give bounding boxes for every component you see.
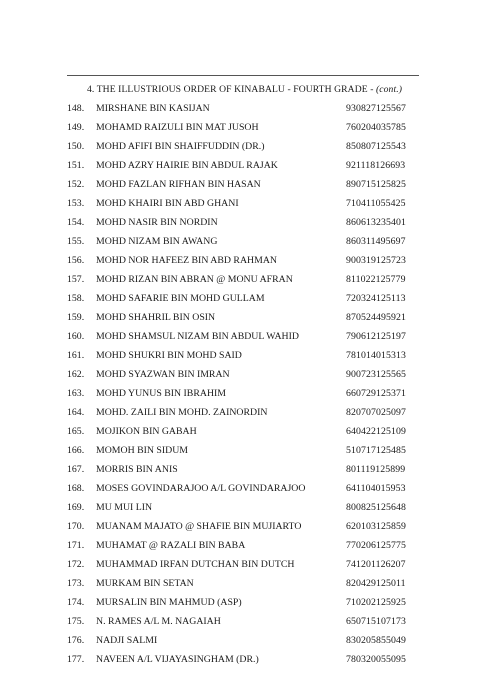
list-item (0, 251, 486, 270)
list-item (0, 137, 486, 156)
entry-name: MUHAMAT @ RAZALI BIN BABA (96, 540, 246, 552)
list-item (0, 536, 486, 555)
entry-name: N. RAMES A/L M. NAGAIAH (96, 616, 221, 628)
entry-ic-number: 710202125925 (346, 597, 406, 609)
entry-name: NAVEEN A/L VIJAYASINGHAM (DR.) (96, 654, 259, 666)
list-item (0, 612, 486, 631)
entry-number: 174. (67, 597, 85, 609)
entry-number: 171. (67, 540, 85, 552)
entry-name: MOHAMD RAIZULI BIN MAT JUSOH (96, 122, 259, 134)
section-heading-text: 4. THE ILLUSTRIOUS ORDER OF KINABALU - FOURTH GRADE - (87, 84, 376, 95)
entry-name: MOHD YUNUS BIN IBRAHIM (96, 388, 226, 400)
entry-name: MOHD RIZAN BIN ABRAN @ MONU AFRAN (96, 274, 293, 286)
entry-name: MOHD KHAIRI BIN ABD GHANI (96, 198, 239, 210)
entry-ic-number: 860613235401 (346, 217, 406, 229)
entry-name: MOHD FAZLAN RIFHAN BIN HASAN (96, 179, 261, 191)
entry-name: MORRIS BIN ANIS (96, 464, 178, 476)
entry-number: 155. (67, 236, 85, 248)
list-item (0, 441, 486, 460)
entry-name: MOHD SAFARIE BIN MOHD GULLAM (96, 293, 265, 305)
entry-number: 165. (67, 426, 85, 438)
entry-number: 151. (67, 160, 85, 172)
list-item (0, 460, 486, 479)
entry-ic-number: 640422125109 (346, 426, 406, 438)
entry-name: MOHD NIZAM BIN AWANG (96, 236, 218, 248)
entry-number: 158. (67, 293, 85, 305)
entry-ic-number: 760204035785 (346, 122, 406, 134)
entry-number: 157. (67, 274, 85, 286)
list-item (0, 289, 486, 308)
entry-name: MOHD AFIFI BIN SHAIFFUDDIN (DR.) (96, 141, 265, 153)
entry-ic-number: 720324125113 (346, 293, 406, 305)
entry-number: 159. (67, 312, 85, 324)
entry-number: 150. (67, 141, 85, 153)
entry-number: 169. (67, 502, 85, 514)
header-rule (67, 75, 419, 76)
entry-number: 177. (67, 654, 85, 666)
entry-ic-number: 811022125779 (346, 274, 406, 286)
entry-ic-number: 801119125899 (346, 464, 406, 476)
entry-ic-number: 830205855049 (346, 635, 406, 647)
entry-ic-number: 900319125723 (346, 255, 406, 267)
entry-ic-number: 900723125565 (346, 369, 406, 381)
entry-ic-number: 650715107173 (346, 616, 406, 628)
list-item (0, 403, 486, 422)
entry-number: 161. (67, 350, 85, 362)
entry-ic-number: 930827125567 (346, 103, 406, 114)
entry-name: NADJI SALMI (96, 635, 158, 647)
entry-name: MOJIKON BIN GABAH (96, 426, 197, 438)
entry-name: MUANAM MAJATO @ SHAFIE BIN MUJIARTO (96, 521, 302, 533)
entry-name: MU MUI LIN (96, 502, 153, 514)
entry-ic-number: 820707025097 (346, 407, 406, 419)
entry-number: 166. (67, 445, 85, 457)
entry-ic-number: 870524495921 (346, 312, 406, 324)
entry-ic-number: 780320055095 (346, 654, 406, 666)
entry-name: MOSES GOVINDARAJOO A/L GOVINDARAJOO (96, 483, 306, 495)
entry-number: 175. (67, 616, 85, 628)
list-item (0, 156, 486, 175)
entry-number: 173. (67, 578, 85, 590)
list-item (0, 327, 486, 346)
entry-name: MURKAM BIN SETAN (96, 578, 194, 590)
list-item (0, 593, 486, 612)
list-item (0, 175, 486, 194)
entry-number: 163. (67, 388, 85, 400)
list-item (0, 555, 486, 574)
entry-number: 172. (67, 559, 85, 571)
entry-number: 156. (67, 255, 85, 267)
entry-ic-number: 620103125859 (346, 521, 406, 533)
entry-name: MOMOH BIN SIDUM (96, 445, 188, 457)
entry-number: 164. (67, 407, 85, 419)
list-item (0, 650, 486, 669)
entry-name: MOHD SHAHRIL BIN OSIN (96, 312, 216, 324)
entry-number: 152. (67, 179, 85, 191)
list-item (0, 232, 486, 251)
entry-number: 154. (67, 217, 85, 229)
entry-ic-number: 860311495697 (346, 236, 406, 248)
list-item (0, 422, 486, 441)
entry-ic-number: 781014015313 (346, 350, 406, 362)
entry-name: MIRSHANE BIN KASIJAN (96, 103, 210, 114)
entry-name: MOHD AZRY HAIRIE BIN ABDUL RAJAK (96, 160, 278, 172)
entry-name: MUHAMMAD IRFAN DUTCHAN BIN DUTCH (96, 559, 295, 571)
entry-name: MOHD NOR HAFEEZ BIN ABD RAHMAN (96, 255, 277, 267)
entry-ic-number: 921118126693 (346, 160, 406, 172)
list-item (0, 384, 486, 403)
entry-ic-number: 820429125011 (346, 578, 406, 590)
entry-ic-number: 660729125371 (346, 388, 406, 400)
entry-number: 168. (67, 483, 85, 495)
list-item (0, 498, 486, 517)
list-item (0, 346, 486, 365)
entry-name: MOHD SHAMSUL NIZAM BIN ABDUL WAHID (96, 331, 299, 343)
entry-name: MOHD NASIR BIN NORDIN (96, 217, 218, 229)
entry-name: MOHD SYAZWAN BIN IMRAN (96, 369, 230, 381)
list-item (0, 365, 486, 384)
entry-name: MOHD SHUKRI BIN MOHD SAID (96, 350, 242, 362)
list-item (0, 479, 486, 498)
entry-ic-number: 800825125648 (346, 502, 406, 514)
section-heading (87, 84, 427, 95)
list-item (0, 194, 486, 213)
award-list (0, 99, 486, 669)
entry-number: 167. (67, 464, 85, 476)
entry-ic-number: 790612125197 (346, 331, 406, 343)
entry-name: MOHD. ZAILI BIN MOHD. ZAINORDIN (96, 407, 268, 419)
continuation-label: (cont.) (376, 84, 403, 95)
list-item (0, 99, 486, 118)
entry-number: 148. (67, 103, 85, 114)
list-item (0, 270, 486, 289)
list-item (0, 631, 486, 650)
entry-number: 149. (67, 122, 85, 134)
entry-ic-number: 890715125825 (346, 179, 406, 191)
entry-ic-number: 741201126207 (346, 559, 406, 571)
entry-ic-number: 850807125543 (346, 141, 406, 153)
entry-ic-number: 710411055425 (346, 198, 406, 210)
entry-number: 176. (67, 635, 85, 647)
entry-ic-number: 770206125775 (346, 540, 406, 552)
entry-ic-number: 510717125485 (346, 445, 406, 457)
entry-number: 153. (67, 198, 85, 210)
list-item (0, 308, 486, 327)
entry-ic-number: 641104015953 (346, 483, 406, 495)
list-item (0, 118, 486, 137)
list-item (0, 213, 486, 232)
list-item (0, 517, 486, 536)
entry-name: MURSALIN BIN MAHMUD (ASP) (96, 597, 242, 609)
list-item (0, 574, 486, 593)
entry-number: 170. (67, 521, 85, 533)
entry-number: 160. (67, 331, 85, 343)
entry-number: 162. (67, 369, 85, 381)
